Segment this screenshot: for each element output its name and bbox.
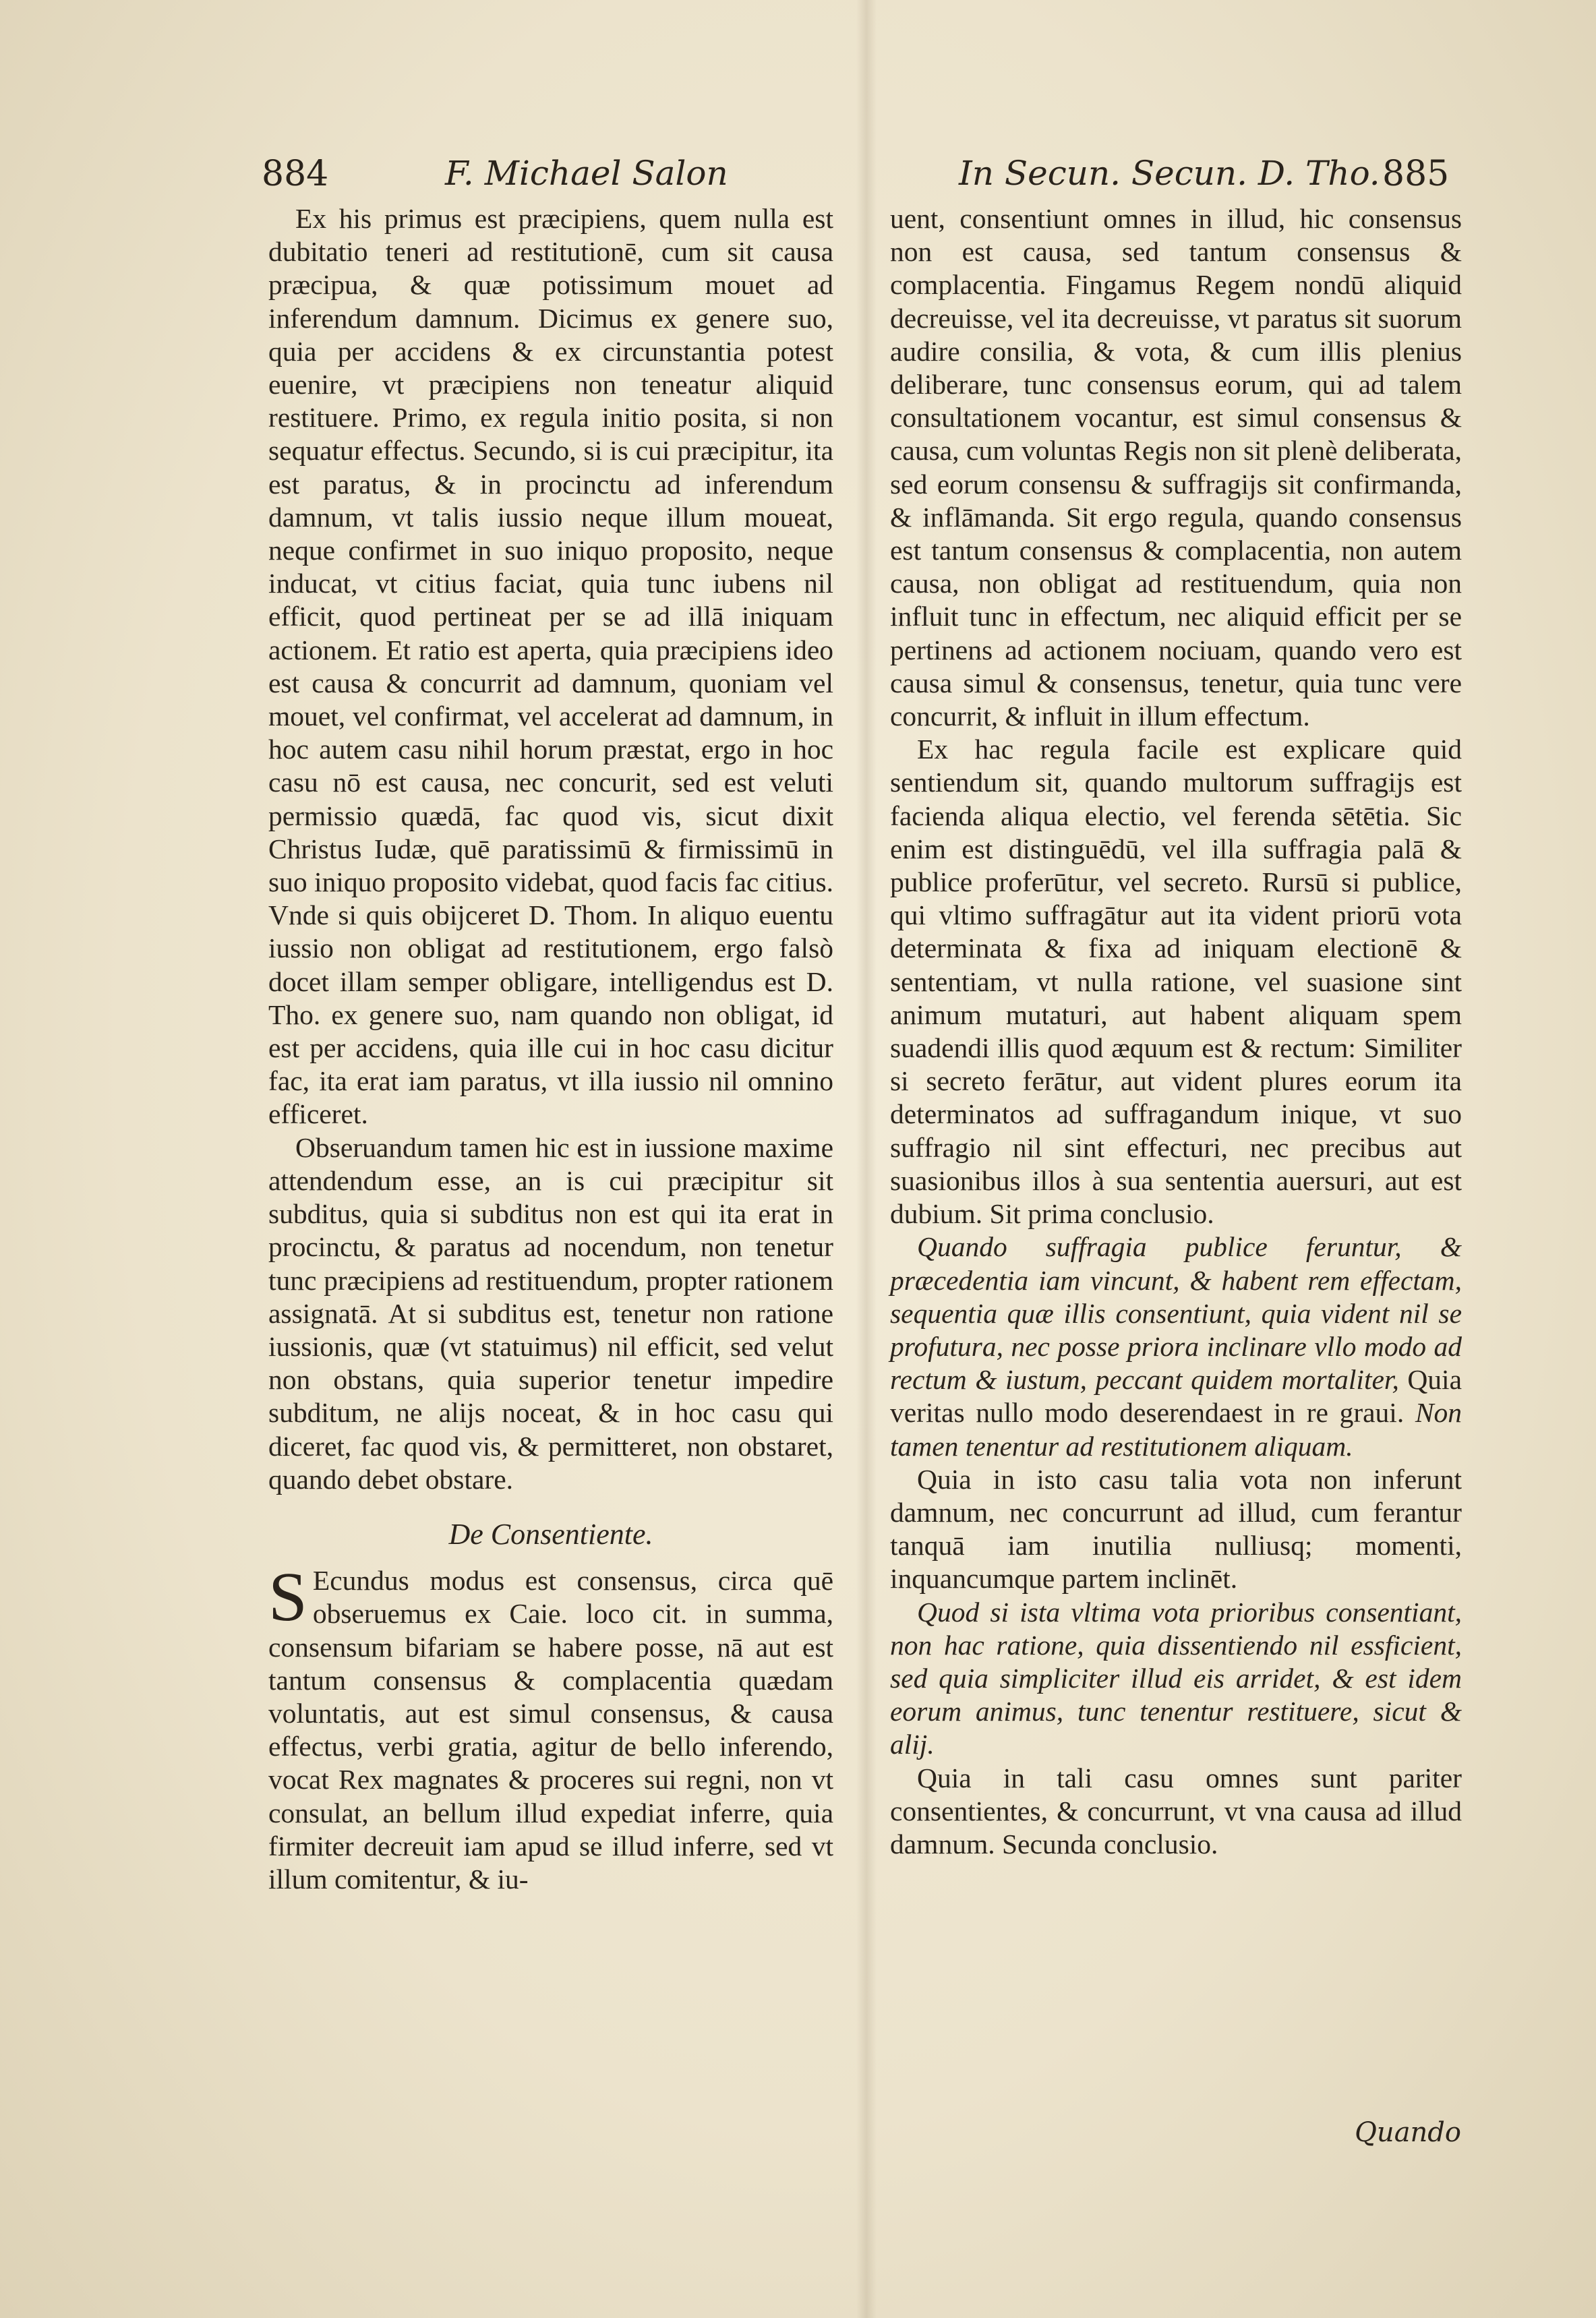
left-text-column <box>268 202 833 1896</box>
right-running-head: In Secun. Secun. D. Tho. <box>959 154 1380 193</box>
paragraph: Ex hac regula facile est explicare quid sentiendum sit, quando multorum suffragijs est facienda aliqua electio, vel ferenda sētētia. Sic enim est distinguēdū, vel illa suffragia palā & publice proferūtur, vel secreto. Rursū si publice, qui vltimo suffragātur aut ita vident priorū vota determinata & fixa ad iniquam electionē & sententiam, vt nulla ratione, vel suasione sint animum mutaturi, aut habent aliquam spem suadendi illis quod æquum est & rectum: Similiter si secreto ferātur, aut vident plures eorum ita determinatos ad suffragandum inique, vt suo suffragio nil sint effecturi, nec precibus aut suasionibus illos à sua sententia auersuri, aut est dubium. Sit prima conclusio. <box>890 734 1462 1230</box>
section-title: De Consentiente. <box>448 1517 653 1551</box>
conclusion-text: Quod si ista vltima vota prioribus consentiant, non hac ratione, quia dissentiendo nil essficient, sed quia simpliciter illud eis arridet, & est idem eorum animus, tunc tenentur restituere, sicut & alij. <box>890 1596 1462 1760</box>
paragraph: Ecundus modus est consensus, circa quē obseruemus ex Caie. loco cit. in summa, consensum bifariam se habere posse, nā aut est tantum consensus & complacentia quædam voluntatis, aut est simul consensus, & causa effectus, verbi gratia, agitur de bello inferendo, vocat Rex magnates & proceres sui regni, non vt consulat, an bellum illud expediat inferre, quia firmiter decreuit iam apud se illud inferre, sed vt illum comitentur, & iu- <box>268 1565 833 1895</box>
paragraph: Ex his primus est præcipiens, quem nulla est dubitatio teneri ad restitutionē, cum sit causa præcipua, & quæ potissimum mouet ad inferendum damnum. Dicimus ex genere suo, quia per accidens & ex circunstantia potest euenire, vt præcipiens non teneatur aliquid restituere. Primo, ex regula initio posita, si non sequatur effectus. Secundo, si is cui præcipitur, ita est paratus, & in procinctu ad inferendum damnum, vt talis iussio neque illum moueat, neque confirmet in suo iniquo proposito, neque inducat, vt citius faciat, quia tunc iubens nil efficit, quod pertineat per se ad illā iniquam actionem. Et ratio est aperta, quia præcipiens ideo est causa & concurrit ad damnum, quoniam vel mouet, vel confirmat, vel accelerat ad damnum, in hoc autem casu nihil horum præstat, ergo in hoc casu nō est causa, nec concurit, sed est veluti permissio quædā, fac quod vis, sicut dixit Christus Iudæ, quē paratissimū & firmissimū in suo iniquo proposito videbat, quod facis fac citius. Vnde si quis obijceret D. Thom. In aliquo euentu iussio non obligat ad restitutionem, ergo falsò docet illam semper obligare, intelligendus est D. Tho. ex genere suo, nam quando non obligat, id est per accidens, quia ille cui in hoc casu dicitur fac, ita erat iam paratus, vt illa iussio nil omnino efficeret. <box>268 203 833 1130</box>
drop-cap: S <box>268 1558 307 1636</box>
gutter-fold <box>856 0 877 2318</box>
paragraph: Quia in isto casu talia vota non inferunt damnum, nec concurrunt ad illud, cum ferantur tanquā iam inutilia nulliusq; momenti, inquancumque partem inclinēt. <box>890 1463 1462 1595</box>
paragraph: Obseruandum tamen hic est in iussione maxime attendendum esse, an is cui præcipitur sit subditus, quia si subditus non est qui ita erat in procinctu, & paratus ad nocendum, non tenetur tunc præcipiens ad restituendum, propter rationem assignatā. At si subditus est, tenetur non ratione iussionis, quæ (vt statuimus) nil efficit, sed velut non obstans, quia superior tenetur impedire subditum, ne alijs noceat, & in hoc casu qui diceret, fac quod vis, & permitteret, non obstaret, quando debet obstare. <box>268 1131 833 1495</box>
left-running-head: F. Michael Salon <box>445 154 728 193</box>
paragraph: uent, consentiunt omnes in illud, hic consensus non est causa, sed tantum consensus & complacentia. Fingamus Regem nondū aliquid decreuisse, vel ita decreuisse, vt paratus sit suorum audire consilia, & vota, & cum illis plenius deliberare, tunc consensus eorum, qui ad talem consultationem vocantur, est simul consensus & causa, cum voluntas Regis non sit plenè deliberata, sed eorum consensu & suffragijs sit confirmanda, & inflāmanda. Sit ergo regula, quando consensus est tantum consensus & complacentia, non autem causa, non obligat ad restituendum, quia non influit tunc in effectum, nec aliquid efficit per se pertinens ad actionem nociuam, quando vero est causa simul & consensus, tenetur, quia tunc vere concurrit, & influit in illum effectum. <box>890 203 1462 732</box>
left-page-number: 884 <box>262 154 329 194</box>
catchword: Quando <box>1355 2117 1461 2148</box>
conclusion-text: Quando suffragia publice feruntur, & præcedentia iam vincunt, & habent rem effectam, sequentia quæ illis consentiunt, quia vident nil se profutura, nec posse priora inclinare vllo modo ad rectum & iustum, peccant quidem mortaliter, <box>890 1231 1462 1396</box>
conclusion-text: Non tamen tenentur ad restitutionem aliquam. <box>890 1397 1462 1462</box>
paragraph-text: Quia veritas nullo modo deserendaest in re graui. <box>890 1364 1462 1429</box>
right-page-number: 885 <box>1382 154 1450 194</box>
paragraph: Quia in tali casu omnes sunt pariter consentientes, & concurrunt, vt vna causa ad illud damnum. Secunda conclusio. <box>890 1762 1462 1860</box>
right-text-column <box>890 202 1462 1861</box>
